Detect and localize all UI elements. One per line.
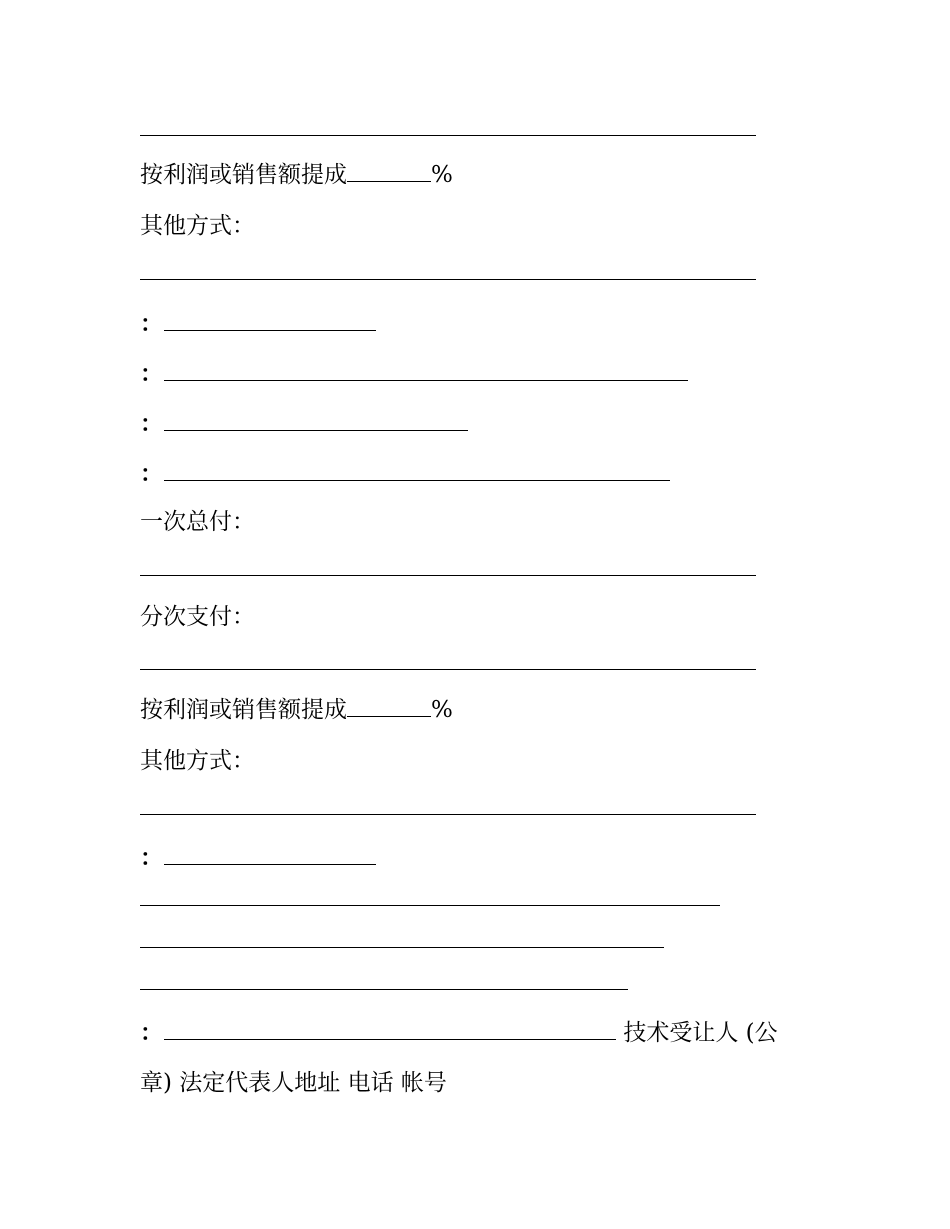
other-method-label: 其他方式： (140, 748, 255, 774)
lump-sum-label: 一次总付： (140, 509, 255, 535)
fill-blank[interactable] (164, 460, 670, 481)
assignee-line: ： 技术受让人 (公 (140, 1019, 778, 1046)
blank-line (140, 258, 756, 288)
installment-label: 分次支付： (140, 604, 255, 630)
fill-blank[interactable] (164, 310, 376, 331)
fill-blank[interactable] (164, 844, 376, 865)
blank-line (140, 968, 628, 998)
colon-blank-line: ： (140, 843, 376, 873)
percent-blank[interactable] (347, 161, 431, 182)
other-method-label: 其他方式： (140, 213, 255, 239)
signature-fields-line: 章) 法定代表人地址 电话 帐号 (140, 1070, 447, 1096)
profit-share-line: 按利润或销售额提成 % (140, 697, 453, 723)
blank-line (140, 884, 720, 914)
percent-blank[interactable] (347, 696, 431, 717)
colon-blank-line: ： (140, 359, 688, 389)
blank-line (140, 114, 756, 144)
fill-blank[interactable] (164, 1019, 616, 1040)
colon-blank-line: ： (140, 409, 468, 439)
colon-blank-line: ： (140, 309, 376, 339)
blank-line (140, 554, 756, 584)
blank-line (140, 648, 756, 678)
colon-blank-line: ： (140, 459, 670, 489)
fill-blank[interactable] (164, 360, 688, 381)
fill-blank[interactable] (164, 410, 468, 431)
profit-share-line: 按利润或销售额提成 % (140, 162, 453, 188)
blank-line (140, 926, 664, 956)
blank-line (140, 793, 756, 823)
